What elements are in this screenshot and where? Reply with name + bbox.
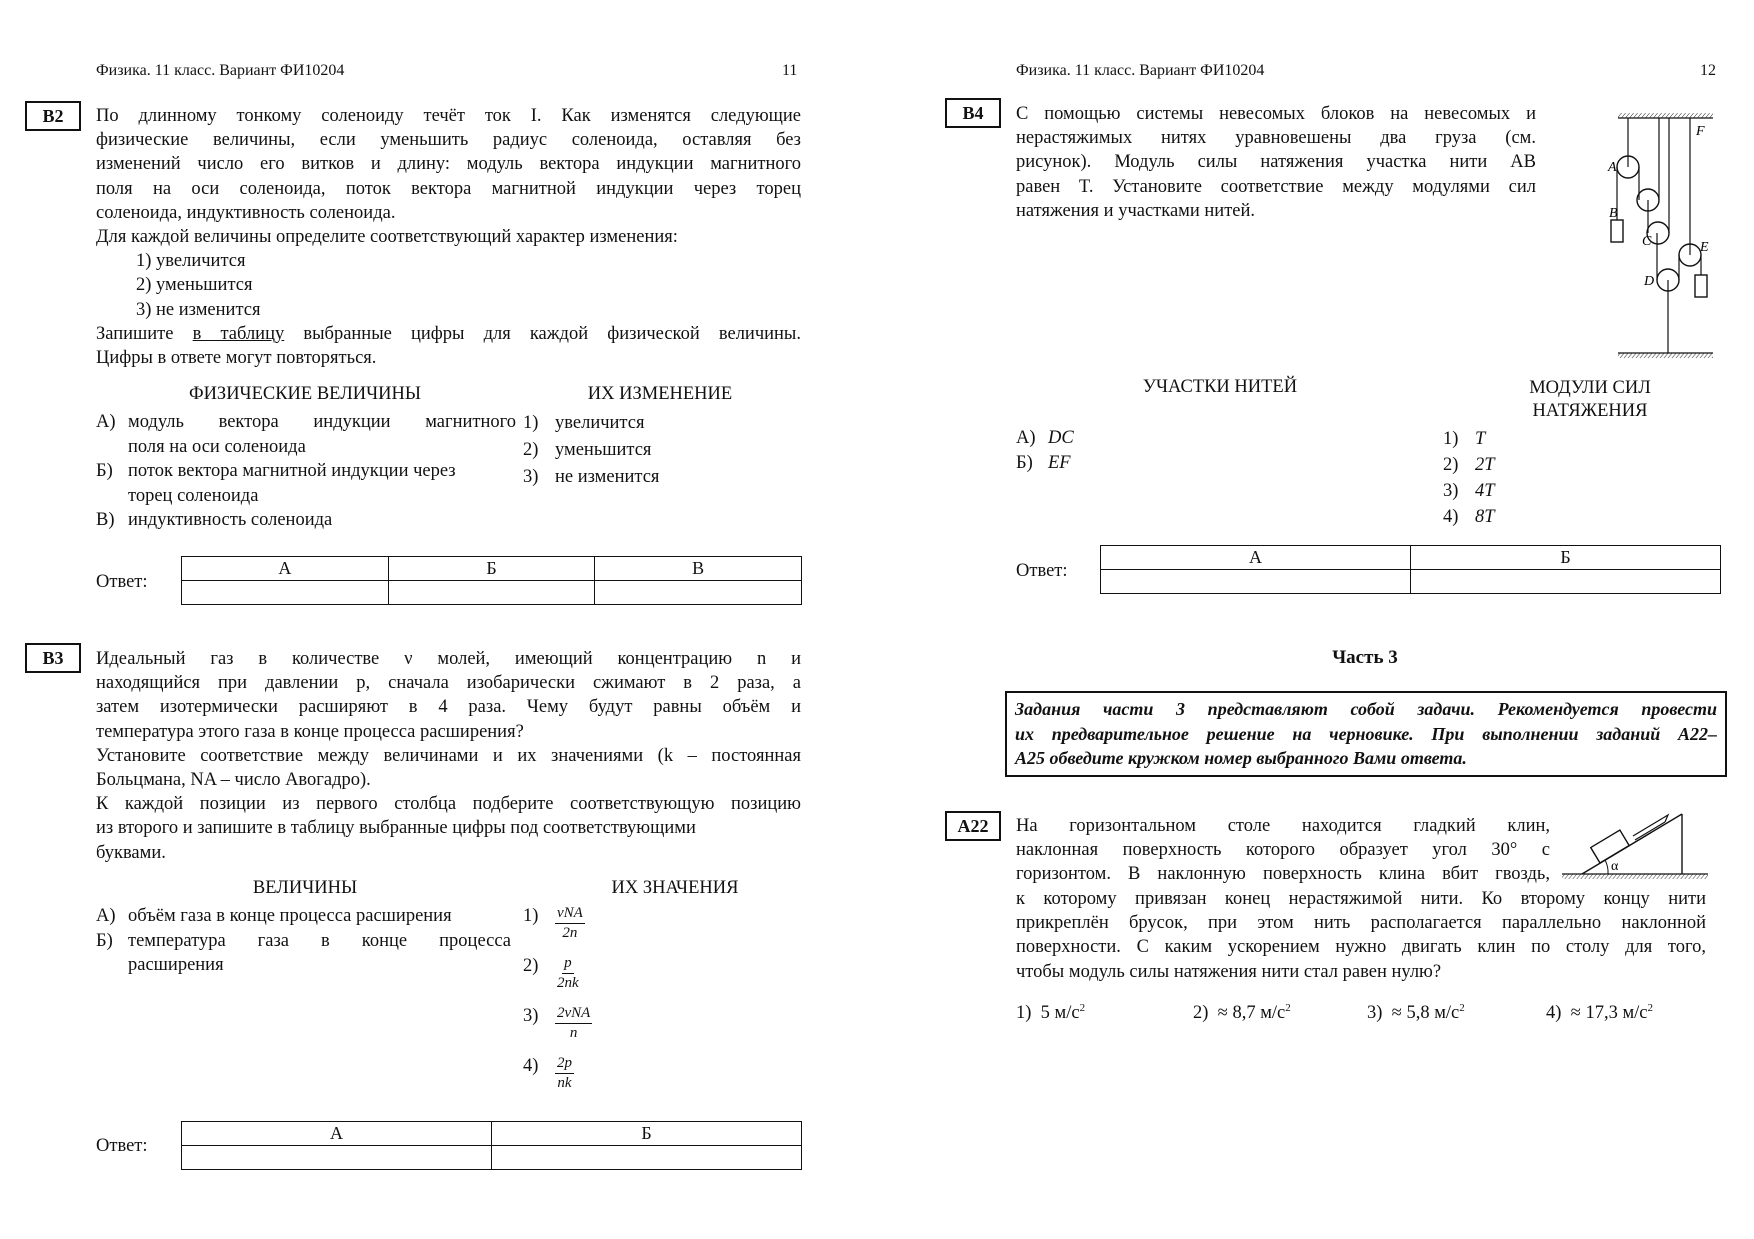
b2-option: 3) не изменится xyxy=(136,299,261,320)
b4-tension: 4) 8T xyxy=(1443,507,1495,527)
b3-line: затем изотермически расширяют в 4 раза. Чему будут равны объём и xyxy=(96,697,801,718)
a22-question-text-bottom xyxy=(1016,887,1706,984)
b2-answer-table xyxy=(181,556,802,605)
b2-quantity-c: В) индуктивность соленоида xyxy=(96,510,333,530)
b2-change: 3) не изменится xyxy=(523,467,660,487)
a22-line: На горизонтальном столе находится гладкий клин, xyxy=(1016,816,1550,836)
b2-answer-label: Ответ: xyxy=(96,572,148,592)
b3-quantities-list: А) объём газа в конце процесса расширения Б) температура газа в конце процесса расширения xyxy=(96,906,511,975)
page-number-left: 11 xyxy=(782,62,798,79)
b4-answer-header-b: Б xyxy=(1411,546,1721,570)
b4-line: С помощью системы невесомых блоков на невесомых и xyxy=(1016,104,1536,124)
b3-match-line: Установите соответствие между величинами и их значениями (k – постоянная xyxy=(96,745,801,766)
b3-line: температура этого газа в конце процесса расширения? xyxy=(96,721,524,742)
b3-value: 4) $\frac{2p}{nk}$ xyxy=(523,1055,572,1091)
b2-answer-header-c: В xyxy=(595,557,802,581)
a22-option-2[interactable]: 2) ≈ 8,7 $м/с^2$ xyxy=(1193,1002,1291,1024)
b4-answer-table xyxy=(1100,545,1721,594)
page-header-right: Физика. 11 класс. Вариант ФИ10204 xyxy=(1016,62,1265,79)
b3-quantity-a: А) объём газа в конце процесса расширения xyxy=(96,906,452,926)
b2-answer-header-a: А xyxy=(182,557,389,581)
b4-tension: 2) 2T xyxy=(1443,455,1495,475)
b2-quantity-a: А) модуль вектора индукции магнитного xyxy=(96,412,516,432)
b4-question-text xyxy=(1016,102,1536,223)
b3-answer-cell-b[interactable] xyxy=(492,1146,802,1170)
b2-change: 2) уменьшится xyxy=(523,440,652,460)
b2-col-left-title: ФИЗИЧЕСКИЕ ВЕЛИЧИНЫ xyxy=(188,384,422,404)
b4-col-right-title: МОДУЛИ СИЛ НАТЯЖЕНИЯ xyxy=(1529,378,1651,421)
b2-line: поля на оси соленоида, поток вектора магнитной индукции через торец xyxy=(96,178,801,199)
b4-line: равен T. Установите соответствие между модулями сил xyxy=(1016,176,1536,197)
figure-label-e: E xyxy=(1700,240,1709,255)
b4-segment-b: Б) EF xyxy=(1016,452,1071,473)
figure-label-a: A xyxy=(1608,160,1617,175)
b2-repeat-note: Цифры в ответе могут повторяться. xyxy=(96,348,377,369)
b2-answer-cell-a[interactable] xyxy=(182,581,389,605)
figure-label-b: B xyxy=(1609,206,1618,221)
fraction: $\frac{\text{2νNA}}{n}$ xyxy=(557,1005,591,1041)
b2-change: 1) увеличится xyxy=(523,413,645,433)
in-table-link: в таблицу xyxy=(192,323,285,344)
b3-question-text xyxy=(96,647,801,865)
b2-col-right-title: ИХ ИЗМЕНЕНИЕ xyxy=(587,384,733,404)
b3-value: 2) $\frac{p}{2nk}$ xyxy=(523,955,579,991)
b2-option: 2) уменьшится xyxy=(136,275,253,296)
a22-line: прикреплён брусок, при этом нить располагается параллельно наклонной xyxy=(1016,913,1706,934)
b2-answer-header-b: Б xyxy=(388,557,595,581)
a22-option-3[interactable]: 3) ≈ 5,8 $м/с^2$ xyxy=(1367,1002,1465,1024)
task-label-b2: В2 xyxy=(25,101,81,131)
b4-segments-list xyxy=(1016,426,1216,475)
b3-line: Идеальный газ в количестве ν молей, имеющий концентрацию n и xyxy=(96,649,801,669)
inclined-wedge-figure xyxy=(1560,808,1710,880)
a22-line: горизонтом. В наклонную поверхность клина вбит гвоздь, xyxy=(1016,864,1550,885)
b3-line: находящийся при давлении p, сначала изобарически сжимают в 2 раза, а xyxy=(96,673,801,694)
b2-changes-list xyxy=(523,410,803,491)
b3-pick-line: К каждой позиции из первого столбца подберите соответствующую позицию xyxy=(96,794,801,815)
a22-line: чтобы модуль силы натяжения нити стал равен нулю? xyxy=(1016,961,1442,982)
a22-option-1[interactable]: 1) 5 $м/с^2$ xyxy=(1016,1002,1086,1024)
fraction: $\frac{p}{2nk}$ xyxy=(557,955,579,991)
figure-label-c: C xyxy=(1642,234,1652,249)
part3-title: Часть 3 xyxy=(1332,647,1398,668)
b3-answer-table xyxy=(181,1121,802,1170)
b3-pick-line: буквами. xyxy=(96,842,166,863)
b2-line: По длинному тонкому соленоиду течёт ток I. Как изменятся следующие xyxy=(96,106,801,126)
b3-answer-cell-a[interactable] xyxy=(182,1146,492,1170)
task-label-b4: В4 xyxy=(945,98,1001,128)
b3-answer-label: Ответ: xyxy=(96,1136,148,1156)
a22-line: к которому привязан конец нерастяжимой нити. Ко второму концу нити xyxy=(1016,889,1706,909)
figure-label-d: D xyxy=(1644,274,1655,289)
b4-answer-header-a: А xyxy=(1101,546,1411,570)
b3-value: 3) $\frac{\text{2νNA}}{n}$ xyxy=(523,1005,591,1041)
b3-values-list xyxy=(523,904,723,1104)
a22-question-text-top xyxy=(1016,814,1550,887)
a22-option-4[interactable]: 4) ≈ 17,3 $м/с^2$ xyxy=(1546,1002,1654,1024)
fraction: $\frac{2p}{nk}$ xyxy=(557,1055,572,1091)
b4-line: нерастяжимых нитях уравновешены два груза (см. xyxy=(1016,128,1536,149)
b2-answer-cell-c[interactable] xyxy=(595,581,802,605)
figure-label-f: F xyxy=(1696,124,1705,139)
b4-line: натяжения и участками нитей. xyxy=(1016,200,1256,221)
b3-answer-header-a: А xyxy=(182,1122,492,1146)
task-label-b3: В3 xyxy=(25,643,81,673)
b2-line: изменений число его витков и длину: модуль вектора индукции магнитного xyxy=(96,154,801,175)
b3-answer-header-b: Б xyxy=(492,1122,802,1146)
b2-write-instruction: Запишите в таблицу выбранные цифры для каждой физической величины. xyxy=(96,323,801,344)
angle-alpha-label: α xyxy=(1611,859,1619,874)
b4-line: рисунок). Модуль силы натяжения участка нити AB xyxy=(1016,152,1536,173)
b2-answer-cell-b[interactable] xyxy=(388,581,595,605)
page-number-right: 12 xyxy=(1700,62,1716,79)
page-header-left: Физика. 11 класс. Вариант ФИ10204 xyxy=(96,62,345,79)
b2-line: физические величины, если уменьшить радиус соленоида, оставляя без xyxy=(96,130,801,151)
b2-quantities-list: А) модуль вектора индукции магнитного поля на оси соленоида Б) поток вектора магнитной индукции через торец соленоида В) индуктивность соленоида xyxy=(96,410,516,533)
a22-line: поверхности. С каким ускорением нужно двигать клин по столу для того, xyxy=(1016,937,1706,958)
b3-col-right-title: ИХ ЗНАЧЕНИЯ xyxy=(611,878,739,898)
b4-answer-label: Ответ: xyxy=(1016,561,1068,581)
b4-tensions-list xyxy=(1443,426,1593,530)
b3-value: 1) $\frac{\text{νNA}}{2n}$ xyxy=(523,905,583,941)
b4-col-left-title: УЧАСТКИ НИТЕЙ xyxy=(1142,377,1298,397)
fraction: $\frac{\text{νNA}}{2n}$ xyxy=(557,905,583,941)
b4-tension: 3) 4T xyxy=(1443,481,1495,501)
task-label-a22: А22 xyxy=(945,811,1001,841)
b2-line: соленоида, индуктивность соленоида. xyxy=(96,202,396,223)
b3-match-line: Больцмана, NA – число Авогадро). xyxy=(96,770,371,791)
part3-instructions-box: Задания части 3 представляют собой задачи. Рекомендуется провести их предварительное решение на черновике. При выполнении заданий А22– А25 обведите кружком номер выбранного Вами ответа. xyxy=(1005,691,1727,777)
b4-segment-a: А) DC xyxy=(1016,428,1074,448)
b2-quantity-b: Б) поток вектора магнитной индукции через xyxy=(96,461,456,481)
b2-option: 1) увеличится xyxy=(136,251,246,272)
b4-answer-cell-b[interactable] xyxy=(1411,570,1721,594)
b2-instruction: Для каждой величины определите соответствующий характер изменения: xyxy=(96,227,678,248)
b3-quantity-b: Б) температура газа в конце процесса xyxy=(96,930,511,951)
pulley-system-figure xyxy=(1600,105,1720,370)
b3-col-left-title: ВЕЛИЧИНЫ xyxy=(252,878,358,898)
b4-tension: 1) T xyxy=(1443,429,1486,449)
b4-answer-cell-a[interactable] xyxy=(1101,570,1411,594)
b3-pick-line: из второго и запишите в таблицу выбранные цифры под соответствующими xyxy=(96,818,696,839)
a22-line: наклонная поверхность которого образует угол 30° с xyxy=(1016,840,1550,861)
b2-question-text xyxy=(96,104,801,370)
